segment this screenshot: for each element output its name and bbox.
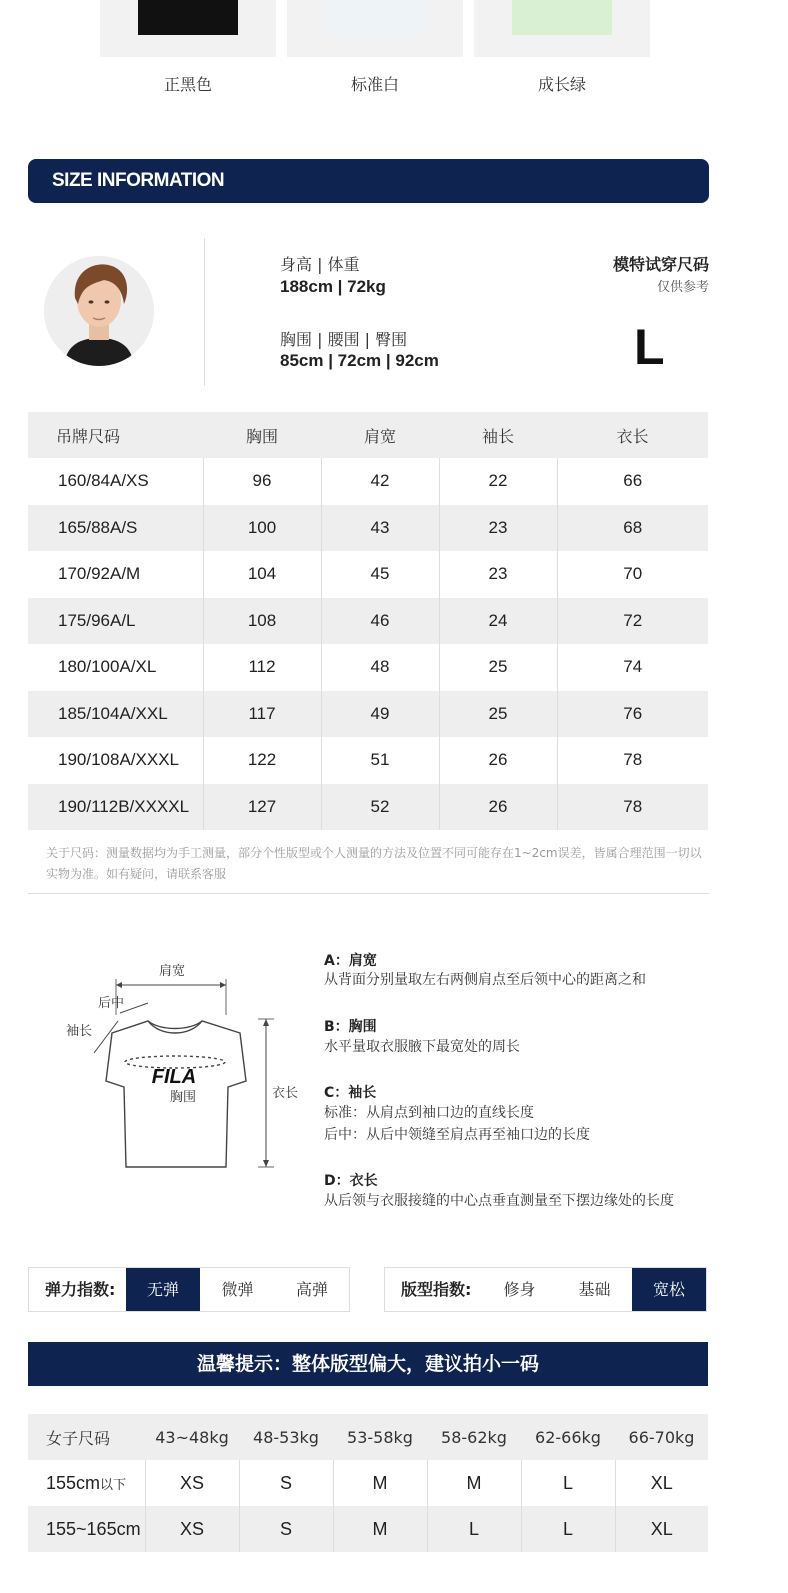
table-cell: 96: [203, 458, 321, 505]
table-cell: 42: [321, 458, 439, 505]
table-cell: 127: [203, 784, 321, 831]
table-cell: 66: [557, 458, 708, 505]
elasticity-option-none[interactable]: 无弹: [126, 1268, 200, 1311]
table-row: [28, 784, 708, 831]
swatch-label: 成长绿: [537, 75, 586, 94]
table-cell: 122: [203, 737, 321, 784]
table-cell: M: [333, 1460, 427, 1506]
table-cell: 48: [321, 644, 439, 691]
tshirt-measure-diagram: [60, 955, 310, 1185]
table-cell: 72: [557, 598, 708, 645]
table-cell: 49: [321, 691, 439, 738]
diagram-label-sleeve: 袖长: [66, 1024, 93, 1039]
guide-title-shoulder: A：肩宽: [324, 953, 377, 969]
table-cell: M: [427, 1460, 521, 1506]
table-cell: L: [521, 1506, 615, 1552]
model-fit-subtitle: 仅供参考: [656, 280, 709, 295]
guide-title-chest: B：胸围: [324, 1019, 377, 1035]
elasticity-option-slight[interactable]: 微弹: [221, 1280, 254, 1299]
table-cell: 24: [439, 598, 557, 645]
guide-text: 后中：从后中领缝至肩点再至袖口边的长度: [324, 1127, 590, 1143]
elasticity-option-high[interactable]: 高弹: [295, 1280, 328, 1299]
height-value: 155~165cm: [46, 1518, 141, 1539]
table-row: [28, 1506, 708, 1552]
table-cell: XS: [145, 1506, 239, 1552]
table-cell: 108: [203, 598, 321, 645]
table-cell: 104: [203, 551, 321, 598]
size-table: [28, 412, 708, 830]
swatch-fill: [325, 0, 425, 35]
table-header: 袖长: [439, 412, 557, 458]
fit-option-slim[interactable]: 修身: [503, 1280, 536, 1299]
swatch-green[interactable]: [474, 0, 650, 57]
table-cell: S: [239, 1506, 333, 1552]
table-cell: 70: [557, 551, 708, 598]
measurements-label: 胸围 | 腰围 | 臀围: [280, 330, 408, 349]
elasticity-index: [28, 1267, 350, 1312]
guide-text: 水平量取衣服腋下最宽处的周长: [324, 1039, 520, 1055]
swatch-label: 标准白: [350, 75, 399, 94]
swatch-fill: [138, 0, 238, 35]
swatch-label: 正黑色: [163, 75, 212, 94]
table-header-row: [28, 1414, 708, 1460]
table-cell: 26: [439, 737, 557, 784]
height-suffix: 以下: [100, 1476, 127, 1492]
guide-text: 标准：从肩点到袖口边的直线长度: [324, 1105, 534, 1121]
table-cell: 25: [439, 644, 557, 691]
table-cell: 23: [439, 551, 557, 598]
height-weight-label: 身高 | 体重: [280, 255, 360, 274]
table-cell: 160/84A/XS: [58, 471, 149, 491]
diagram-label-length: 衣长: [272, 1086, 299, 1101]
diagram-label-back-center: 后中: [98, 996, 125, 1011]
table-cell: 43: [321, 505, 439, 552]
table-cell: XL: [615, 1460, 708, 1506]
table-cell: 74: [557, 644, 708, 691]
table-cell: 46: [321, 598, 439, 645]
table-row: [28, 505, 708, 552]
size-info-header: SIZE INFORMATION: [28, 159, 709, 203]
table-header: 吊牌尺码: [28, 412, 203, 458]
table-cell: 78: [557, 784, 708, 831]
fit-option-regular[interactable]: 基础: [578, 1280, 611, 1299]
model-avatar: [44, 256, 154, 366]
table-header-row: [28, 412, 708, 458]
table-cell: 100: [203, 505, 321, 552]
table-cell: 175/96A/L: [28, 598, 203, 645]
table-cell: XL: [615, 1506, 708, 1552]
table-cell: [28, 1460, 145, 1506]
table-cell: 185/104A/XXL: [28, 691, 203, 738]
fit-option-loose[interactable]: 宽松: [632, 1268, 706, 1311]
table-cell: L: [427, 1506, 521, 1552]
guide-text: 从后领与衣服接缝的中心点垂直测量至下摆边缘处的长度: [324, 1193, 674, 1209]
size-note: 关于尺码：测量数据均为手工测量，部分个性版型或个人测量的方法及位置不同可能存在1~2cm误差，皆属合理范围一切以实物为准。如有疑问，请联系客服: [46, 846, 702, 881]
table-cell: 76: [557, 691, 708, 738]
table-row: [28, 551, 708, 598]
table-header: 53-58kg: [333, 1414, 427, 1460]
model-fit-size: L: [634, 319, 665, 375]
table-header: 58-62kg: [427, 1414, 521, 1460]
table-cell: 23: [439, 505, 557, 552]
divider: [28, 893, 709, 894]
diagram-label-shoulder: 肩宽: [158, 964, 186, 979]
table-cell: 190/112B/XXXXL: [28, 784, 203, 831]
table-cell: 165/88A/S: [28, 505, 203, 552]
table-cell: 68: [557, 505, 708, 552]
table-cell: 22: [439, 458, 557, 505]
height-value: 155cm: [46, 1472, 101, 1493]
elasticity-label: 弹力指数:: [45, 1280, 116, 1299]
table-cell: 180/100A/XL: [58, 657, 157, 677]
table-cell: 26: [439, 784, 557, 831]
table-row: [28, 644, 708, 691]
table-cell: 78: [557, 737, 708, 784]
women-size-table: [28, 1414, 708, 1552]
table-cell: L: [521, 1460, 615, 1506]
model-avatar-icon: [44, 256, 154, 366]
guide-text: 从背面分别量取左右两侧肩点至后领中心的距离之和: [324, 972, 646, 988]
table-row: [28, 458, 708, 505]
table-header: 62-66kg: [521, 1414, 615, 1460]
table-header: 衣长: [557, 412, 708, 458]
table-cell: S: [239, 1460, 333, 1506]
table-header: 66-70kg: [615, 1414, 708, 1460]
measurements-value: 85cm | 72cm | 92cm: [280, 351, 439, 370]
table-cell: M: [333, 1506, 427, 1552]
table-cell: 170/92A/M: [58, 564, 141, 584]
swatch-black[interactable]: [100, 0, 276, 57]
table-header: 女子尺码: [28, 1414, 145, 1460]
table-row: [28, 598, 708, 645]
fit-index-label: 版型指数:: [401, 1280, 472, 1299]
table-header: 43~48kg: [145, 1414, 239, 1460]
table-cell: XS: [145, 1460, 239, 1506]
guide-title-length: D：衣长: [324, 1173, 378, 1189]
table-header: 肩宽: [321, 412, 439, 458]
table-row: [28, 1460, 708, 1506]
table-cell: 112: [203, 644, 321, 691]
guide-title-sleeve: C：袖长: [324, 1085, 377, 1101]
divider: [204, 238, 205, 386]
table-cell: 51: [321, 737, 439, 784]
table-row: [28, 737, 708, 784]
table-cell: 190/108A/XXXL: [58, 750, 179, 770]
sizing-tip-banner: 温馨提示：整体版型偏大，建议拍小一码: [28, 1342, 708, 1386]
table-cell: 45: [321, 551, 439, 598]
swatch-fill: [512, 0, 612, 35]
table-row: [28, 691, 708, 738]
table-header: 48-53kg: [239, 1414, 333, 1460]
fit-index: [384, 1267, 707, 1312]
table-cell: 52: [321, 784, 439, 831]
fila-logo: FILA: [151, 1066, 197, 1088]
table-cell: 25: [439, 691, 557, 738]
table-header: 胸围: [203, 412, 321, 458]
diagram-label-chest: 胸围: [170, 1090, 197, 1105]
model-fit-title: 模特试穿尺码: [612, 255, 709, 274]
swatch-white[interactable]: [287, 0, 463, 57]
height-weight-value: 188cm | 72kg: [280, 277, 386, 296]
table-cell: [28, 1506, 145, 1552]
table-cell: 117: [203, 691, 321, 738]
